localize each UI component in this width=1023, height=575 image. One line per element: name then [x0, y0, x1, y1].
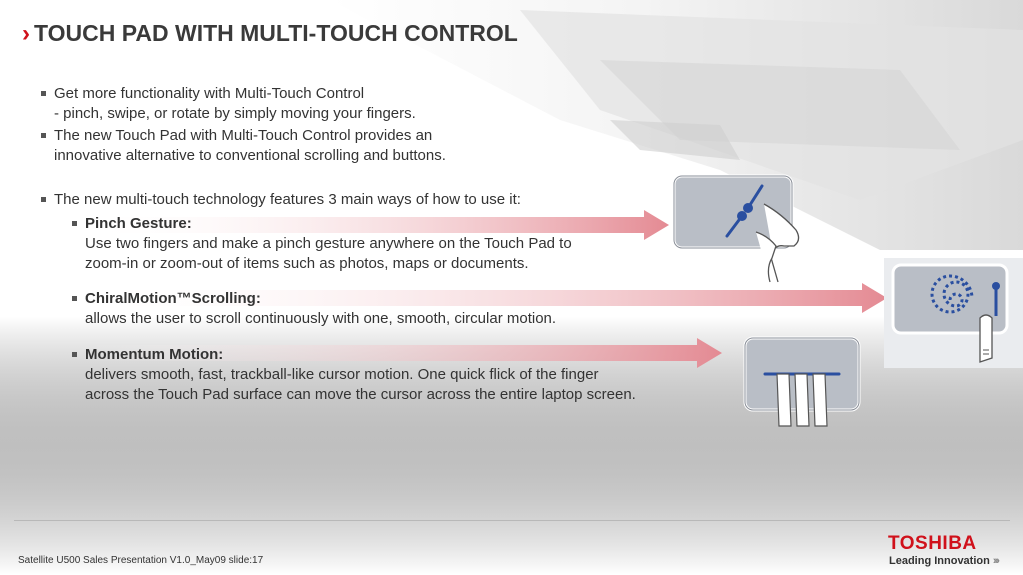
footer-text: Satellite U500 Sales Presentation V1.0_May09 slide:17 [18, 555, 264, 566]
sub-bullet-momentum: Momentum Motion: delivers smooth, fast, trackball-like cursor motion. One quick flick of the finger across the Touch Pad surface can move the cursor across the entire laptop screen. [85, 345, 636, 405]
bullet-1: Get more functionality with Multi-Touch Control - pinch, swipe, or rotate by simply moving your fingers. [54, 84, 416, 124]
bullet-square-icon [72, 352, 77, 357]
footer-divider [14, 520, 1010, 521]
triple-chevron-icon: ››› [992, 555, 998, 567]
bullet-2: The new Touch Pad with Multi-Touch Control provides an innovative alternative to conventional scrolling and buttons. [54, 126, 446, 166]
bullet-square-icon [41, 133, 46, 138]
sub-bullet-pinch: Pinch Gesture: Use two fingers and make a pinch gesture anywhere on the Touch Pad to zoom-in or zoom-out of items such as photos, maps or documents. [85, 214, 572, 274]
three-finger-flick-icon [743, 336, 861, 428]
bullet-square-icon [41, 91, 46, 96]
bullet-square-icon [41, 197, 46, 202]
slide-title: › TOUCH PAD WITH MULTI-TOUCH CONTROL [22, 20, 518, 47]
sub-bullet-chiral: ChiralMotion™Scrolling: allows the user to scroll continuously with one, smooth, circular motion. [85, 289, 556, 329]
pinch-gesture-icon [672, 174, 820, 284]
toshiba-logo: TOSHIBA [888, 533, 977, 554]
bullet-square-icon [72, 296, 77, 301]
circular-scroll-icon [884, 258, 1023, 368]
chevron-right-icon: › [22, 20, 30, 47]
bullet-square-icon [72, 221, 77, 226]
tagline: Leading Innovation ››› [889, 555, 998, 567]
bullet-3: The new multi-touch technology features 3 main ways of how to use it: [54, 190, 521, 210]
